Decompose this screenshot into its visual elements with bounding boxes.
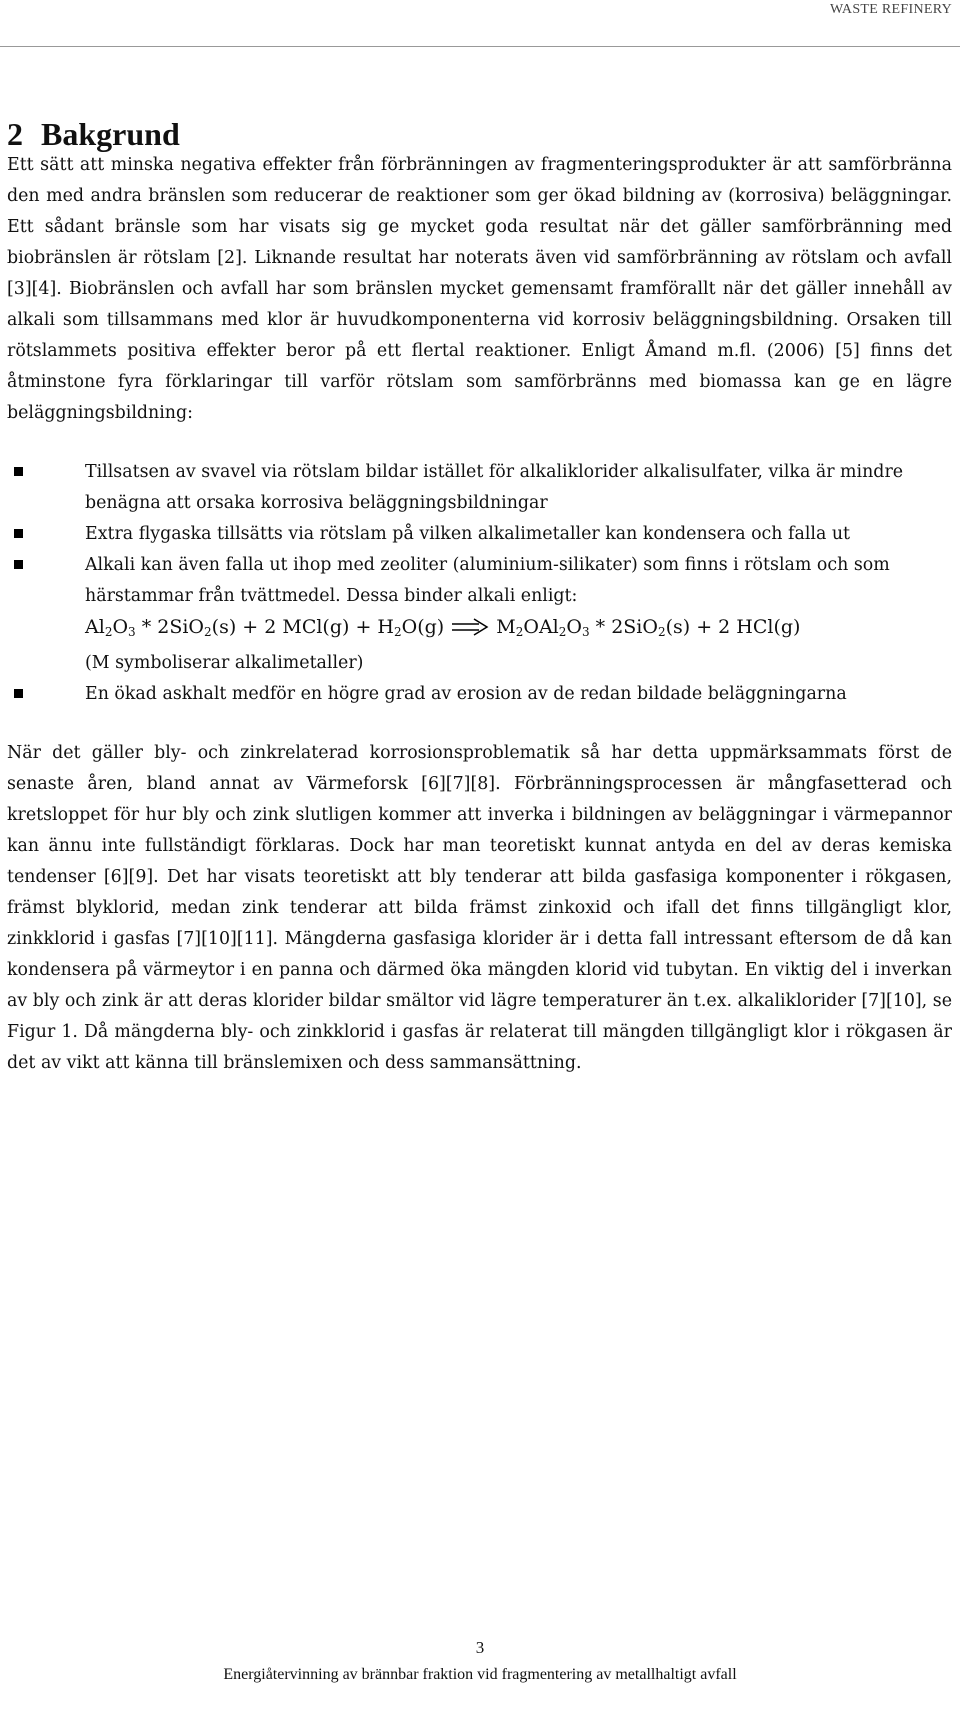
equation-note: (M symboliserar alkalimetaller) bbox=[85, 653, 364, 673]
corrosion-paragraph: När det gäller bly- och zinkrelaterad korrosionsproblematik så har detta uppmärksammats först de senaste åren, bland annat av Värmeforsk [6][7][8]. Förbränningsprocessen är mångfasetterad och kretsloppet för hur bly och zink slutligen kommer att inverka i bildningen av beläggningar i värmepannor kan ännu inte fullständigt förklaras. Dock har man teoretiskt kunnat antyda en del av deras kemiska tendenser [6][9]. Det har visats teoretiskt att bly tenderar att bilda gasfasiga komponenter i rökgasen, främst blyklorid, medan zink tenderar att bilda främst zinkoxid och ifall det finns tillgängligt klor, zinkklorid i gasfas [7][10][11]. Mängderna gasfasiga klorider är i detta fall intressant eftersom de då kan kondensera på värmeytor i en panna och därmed öka mängden klorid vid tubytan. En viktig del i inverkan av bly och zink är att deras klorider bildar smältor vid lägre temperaturer än t.ex. alkaliklorider [7][10], se Figur 1. Då mängderna bly- och zinkklorid i gasfas är relaterat till mängden tillgängligt klor i rökgasen är det av vikt att känna till bränslemixen och dess sammansättning. bbox=[7, 743, 952, 1073]
list-item bbox=[7, 457, 952, 519]
list-item bbox=[7, 550, 952, 679]
reaction-arrow-icon bbox=[450, 617, 490, 637]
running-header: WASTE REFINERY bbox=[829, 2, 952, 17]
square-bullet-icon bbox=[14, 560, 23, 569]
explanation-list bbox=[7, 457, 952, 710]
body-content bbox=[7, 150, 952, 1079]
section-title: Bakgrund bbox=[41, 116, 180, 152]
square-bullet-icon bbox=[14, 689, 23, 698]
section-heading bbox=[7, 118, 180, 150]
square-bullet-icon bbox=[14, 467, 23, 476]
list-item-text: Alkali kan även falla ut ihop med zeoliter (aluminium-silikater) som finns i rötslam och som härstammar från tvättmedel. Dessa binder alkali enligt: bbox=[85, 555, 890, 606]
header-divider bbox=[0, 46, 960, 47]
intro-paragraph: Ett sätt att minska negativa effekter från förbränningen av fragmenteringsprodukter är att samförbränna den med andra bränslen som reducerar de reaktioner som ger ökad bildning av (korrosiva) beläggningar. Ett sådant bränsle som har visats sig ge mycket goda resultat när det gäller samförbränning med biobränslen är rötslam [2]. Liknande resultat har noterats även vid samförbränning av rötslam och avfall [3][4]. Biobränslen och avfall har som bränslen mycket gemensamt framförallt när det gäller innehåll av alkali som tillsammans med klor är huvudkomponenterna vid korrosiv beläggningsbildning. Orsaken till rötslammets positiva effekter beror på ett flertal reaktioner. Enligt Åmand m.fl. (2006) [5] finns det åtminstone fyra förklaringar till varför rötslam som samförbränns med biomassa kan ge en lägre beläggningsbildning: bbox=[7, 155, 952, 423]
list-item-text: Extra flygaska tillsätts via rötslam på vilken alkalimetaller kan kondensera och falla ut bbox=[85, 524, 851, 544]
list-item-text: Tillsatsen av svavel via rötslam bildar istället för alkaliklorider alkalisulfater, vilka är mindre benägna att orsaka korrosiva beläggningsbildningar bbox=[85, 462, 904, 513]
list-item-text: En ökad askhalt medför en högre grad av erosion av de redan bildade beläggningarna bbox=[85, 684, 847, 704]
section-number: 2 bbox=[7, 116, 23, 152]
square-bullet-icon bbox=[14, 529, 23, 538]
list-item bbox=[7, 519, 952, 550]
list-item bbox=[7, 679, 952, 710]
page-number: 3 bbox=[475, 1638, 485, 1657]
running-footer: Energiåtervinning av brännbar fraktion vid fragmentering av metallhaltigt avfall bbox=[223, 1666, 737, 1683]
chemical-equation: $Al_2O_3 * 2SiO_2(s) + 2$ $MCl(g) + H_2O(g)$ $M_2OAl_2O_3 * 2SiO_2(s) + 2$ HCl(g) bbox=[85, 616, 801, 639]
